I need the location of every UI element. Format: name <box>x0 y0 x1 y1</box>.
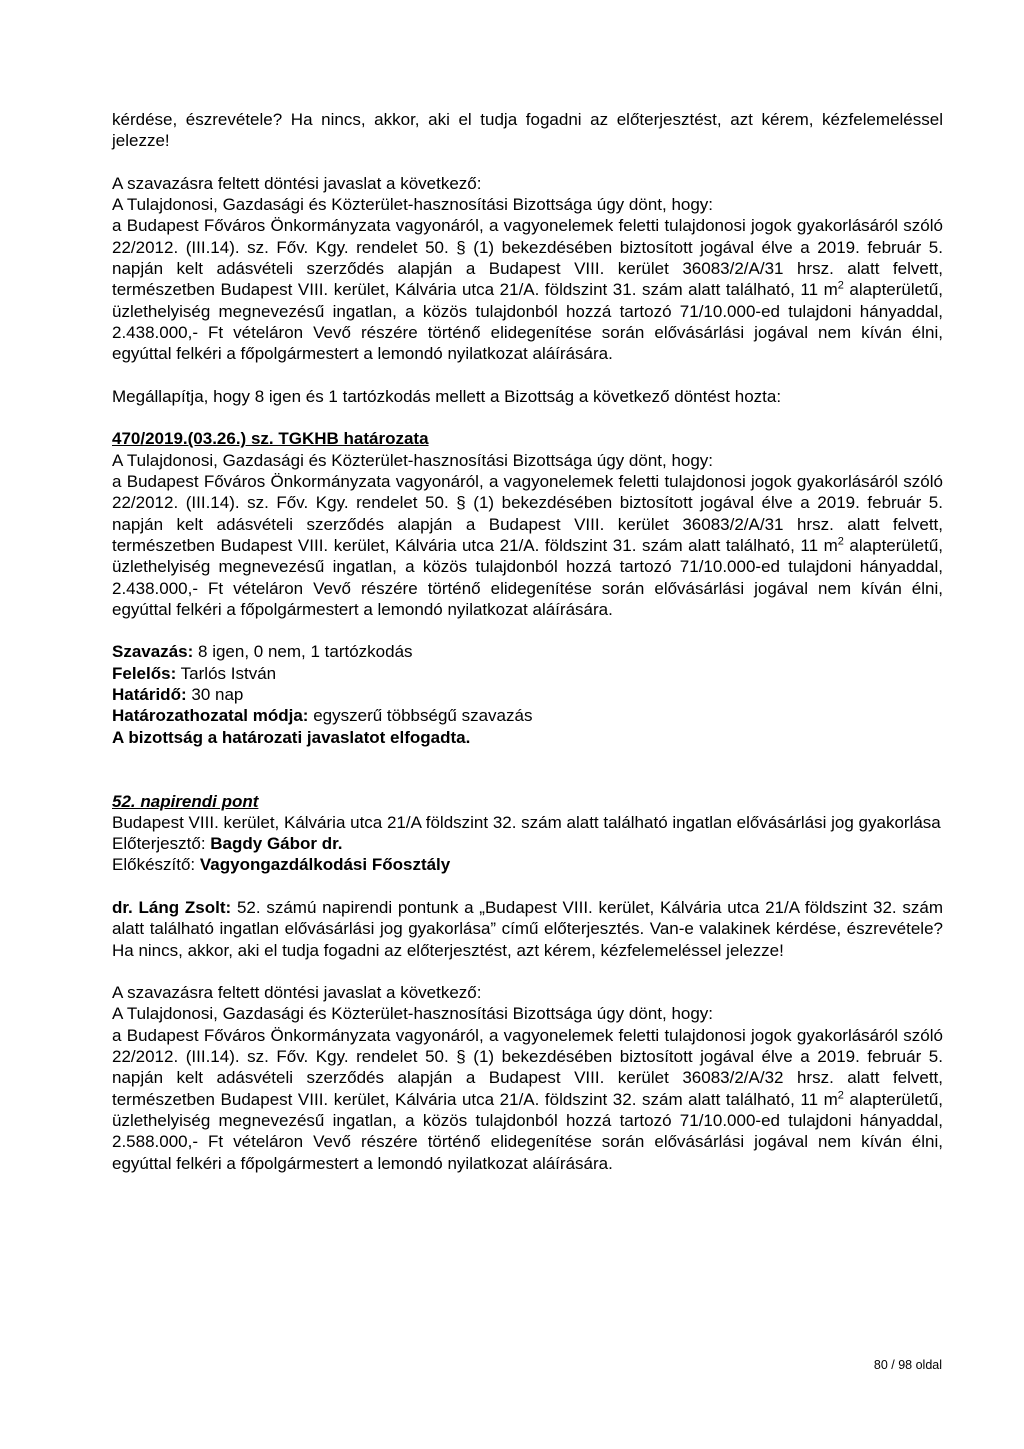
resolution-number: 470/2019.(03.26.) sz. TGKHB határozata <box>112 429 429 449</box>
preparer-line <box>112 854 943 875</box>
method-label: Határozathozatal módja: <box>112 706 309 726</box>
vote-value: 8 igen, 0 nem, 1 tartózkodás <box>198 642 413 662</box>
agenda-proposal-text-a: a Budapest Főváros Önkormányzata vagyonáról, a vagyonelemek feletti tulajdonosi jogok gyakorlásáról szóló 22/2012. (III.14). sz. Főv. Kgy. rendelet 50. § (1) bekezdésében biztosított jogával élve a 2019. február 5. napján kelt adásvételi szerződés alapján a Budapest VIII. kerület 36083/2/A/32 hrsz. alatt felvett, természetben Budapest VIII. kerület, Kálvária utca 21/A. földszint 32. szám alatt található, 11 m <box>112 1025 943 1109</box>
proposal-header: A szavazásra feltett döntési javaslat a következő: <box>112 173 482 193</box>
vote-line <box>112 641 943 662</box>
agenda-committee-line: A Tulajdonosi, Gazdasági és Közterület-hasznosítási Bizottsága úgy dönt, hogy: <box>112 1004 714 1024</box>
method-line <box>112 705 943 726</box>
vote-label: Szavazás: <box>112 642 194 662</box>
preparer-name: Vagyongazdálkodási Főosztály <box>199 855 451 875</box>
agenda-heading: 52. napirendi pont <box>112 791 259 811</box>
agenda-proposal-text <box>112 1025 943 1174</box>
presenter-label: Előterjesztő: <box>112 834 206 854</box>
deadline-line <box>112 684 943 705</box>
method-value: egyszerű többségű szavazás <box>313 706 533 726</box>
responsible-label: Felelős: <box>112 663 177 683</box>
proposal-text-a: a Budapest Főváros Önkormányzata vagyonáról, a vagyonelemek feletti tulajdonosi jogok gyakorlásáról szóló 22/2012. (III.14). sz. Főv. Kgy. rendelet 50. § (1) bekezdésében biztosított jogával élve a 2019. február 5. napján kelt adásvételi szerződés alapján a Budapest VIII. kerület 36083/2/A/31 hrsz. alatt felvett, természetben Budapest VIII. kerület, Kálvária utca 21/A. földszint 31. szám alatt található, 11 m <box>112 216 943 300</box>
agenda-proposal-header: A szavazásra feltett döntési javaslat a következő: <box>112 983 482 1003</box>
resolution-text-b: alapterületű, üzlethelyiség megnevezésű ingatlan, a közös tulajdonból hozzá tartozó 71/10.000-ed tulajdoni hányaddal, 2.438.000,- Ft vételáron Vevő részére történő elidegenítése során elővásárlási jogával nem kíván élni, egyúttal felkéri a főpolgármestert a lemondó nyilatkozat aláírására. <box>112 535 943 619</box>
speech-paragraph <box>112 897 943 961</box>
intro-paragraph: kérdése, észrevétele? Ha nincs, akkor, aki el tudja fogadni az előterjesztést, azt kérem, kézfelemeléssel jelezze! <box>112 110 943 151</box>
proposal-text <box>112 215 943 364</box>
resolution-text-a: a Budapest Főváros Önkormányzata vagyonáról, a vagyonelemek feletti tulajdonosi jogok gyakorlásáról szóló 22/2012. (III.14). sz. Főv. Kgy. rendelet 50. § (1) bekezdésében biztosított jogával élve a 2019. február 5. napján kelt adásvételi szerződés alapján a Budapest VIII. kerület 36083/2/A/31 hrsz. alatt felvett, természetben Budapest VIII. kerület, Kálvária utca 21/A. földszint 31. szám alatt található, 11 m <box>112 472 943 555</box>
finding-line: Megállapítja, hogy 8 igen és 1 tartózkodás mellett a Bizottság a következő döntést hozta: <box>112 386 782 406</box>
accepted-line: A bizottság a határozati javaslatot elfogadta. <box>112 727 471 747</box>
document-page <box>112 109 943 1174</box>
presenter-line <box>112 833 943 854</box>
proposal-text-b: alapterületű, üzlethelyiség megnevezésű ingatlan, a közös tulajdonból hozzá tartozó 71/10.000-ed tulajdoni hányaddal, 2.438.000,- Ft vételáron Vevő részére történő elidegenítése során elővásárlási jogával nem kíván élni, egyúttal felkéri a főpolgármestert a lemondó nyilatkozat aláírására. <box>112 280 943 364</box>
resolution-superscript: 2 <box>837 535 844 548</box>
proposal-superscript: 2 <box>837 279 844 292</box>
resolution-text <box>112 471 943 620</box>
deadline-label: Határidő: <box>112 685 187 705</box>
agenda-proposal-text-b: alapterületű, üzlethelyiség megnevezésű ingatlan, a közös tulajdonból hozzá tartozó 71/10.000-ed tulajdoni hányaddal, 2.588.000,- Ft vételáron Vevő részére történő elidegenítése során elővásárlási jogával nem kíván élni, egyúttal felkéri a főpolgármestert a lemondó nyilatkozat aláírására. <box>112 1089 943 1173</box>
responsible-line <box>112 663 943 684</box>
speaker-name: dr. Láng Zsolt: <box>112 897 232 917</box>
preparer-label: Előkészítő: <box>112 855 196 875</box>
presenter-name: Bagdy Gábor dr. <box>210 834 343 854</box>
responsible-value: Tarlós István <box>180 663 277 683</box>
committee-line: A Tulajdonosi, Gazdasági és Közterület-hasznosítási Bizottsága úgy dönt, hogy: <box>112 195 714 215</box>
resolution-committee-line: A Tulajdonosi, Gazdasági és Közterület-hasznosítási Bizottsága úgy dönt, hogy: <box>112 450 714 470</box>
speech-text: 52. számú napirendi pontunk a „Budapest VIII. kerület, Kálvária utca 21/A földszint 32. szám alatt található ingatlan elővásárlási jog gyakorlása” című előterjesztés. Van-e valakinek kérdése, észrevétele? Ha nincs, akkor, aki el tudja fogadni az előterjesztést, azt kérem, kézfelemeléssel jelezze! <box>112 897 943 960</box>
deadline-value: 30 nap <box>191 685 244 705</box>
page-number: 80 / 98 oldal <box>873 1358 942 1372</box>
agenda-proposal-superscript: 2 <box>837 1089 844 1101</box>
agenda-title: Budapest VIII. kerület, Kálvária utca 21/A földszint 32. szám alatt található ingatlan elővásárlási jog gyakorlása <box>112 812 941 832</box>
